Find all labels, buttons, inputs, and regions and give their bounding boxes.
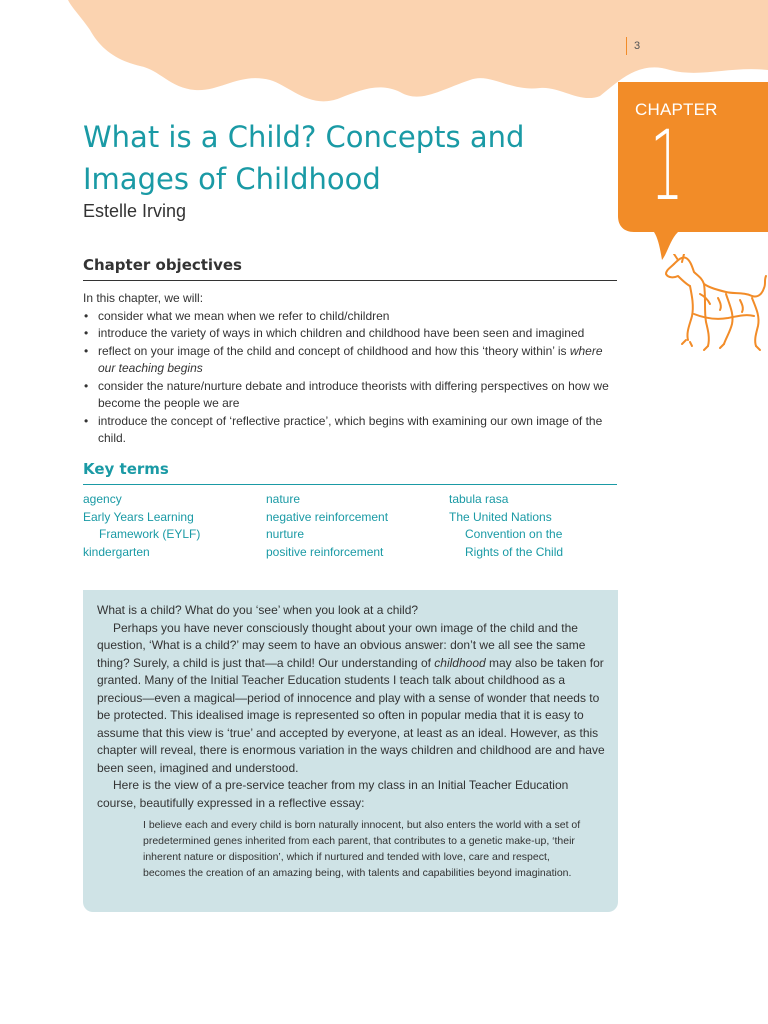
objectives-intro: In this chapter, we will: [83, 291, 204, 305]
objective-item [83, 343, 618, 378]
dog-drawing-icon [660, 254, 768, 354]
objective-emphasis: where our teaching begins [98, 343, 603, 375]
key-terms-column [83, 491, 263, 561]
key-term: positive reinforcement [266, 544, 384, 559]
objectives-list [83, 308, 618, 448]
intro-paragraph: What is a child? What do you ‘see’ when you look at a child? [97, 603, 419, 617]
chapter-number: 1 [650, 110, 684, 222]
objective-text: reflect on your image of the child and concept of childhood and how this ‘theory within’ is [98, 343, 570, 358]
key-terms-column [449, 491, 629, 561]
objective-text: introduce the concept of ‘reflective practice’, which begins with examining our own image of the child. [98, 413, 603, 445]
objective-item [83, 325, 618, 343]
intro-text-segment: Perhaps you have never consciously thought about your own image of the child and the question, ‘What is a child?’ may seem to have an obvious answer: don’t we all see the same thing? Surely, a child is just that—a child! Our understanding of [97, 620, 586, 670]
intro-emphasis: childhood [434, 655, 486, 670]
objective-item [83, 378, 618, 413]
introduction-text [97, 602, 607, 812]
key-term: tabula rasa [449, 492, 509, 506]
objectives-heading: Chapter objectives [83, 256, 242, 274]
student-quote: I believe each and every child is born naturally innocent, but also enters the world with a set of predetermined genes inherited from each parent, that contributes to a genetic make-up, ‘their inherent nature or disposition’, which if nurtured and tended with love, care and respect, becomes the creation of an amazing being, with talents and capabilities beyond imagination. [143, 819, 581, 879]
key-term: nature [266, 492, 301, 506]
intro-paragraph: Here is the view of a pre-service teacher from my class in an Initial Teacher Education course, beautifully expressed in a reflective essay: [97, 778, 569, 810]
page-number: 3 [634, 40, 641, 52]
intro-text-segment: may also be taken for granted. Many of the Initial Teacher Education students I teach talk about childhood as a precious—even a magical—period of innocence and play with a sense of wonder that needs to be protected. This idealised image is represented so often in popular media that it is easy to assume that this view is ‘true’ and accepted by everyone, at least as an ideal. However, as this chapter will reveal, there is enormous variation in the ways children and childhood are and have been seen, imagined and understood. [97, 655, 605, 775]
key-terms-column [266, 491, 446, 561]
key-term: Convention on the [465, 527, 563, 541]
objectives-section [83, 290, 618, 448]
key-term: Early Years Learning [83, 509, 194, 524]
key-term: Rights of the Child [465, 544, 564, 559]
page-number-divider [626, 37, 627, 55]
key-term: agency [83, 492, 122, 506]
key-term: kindergarten [83, 544, 150, 559]
intro-paragraph [97, 620, 607, 778]
objective-text: introduce the variety of ways in which children and childhood have been seen and imagined [98, 326, 585, 340]
objectives-divider [83, 280, 617, 281]
objective-text: consider what we mean when we refer to child/children [98, 308, 390, 323]
objective-item [83, 413, 618, 448]
key-term: The United Nations [449, 509, 552, 524]
key-term: nurture [266, 527, 305, 541]
key-terms-divider [83, 484, 617, 485]
chapter-label: CHAPTER [635, 100, 718, 119]
key-term: Framework (EYLF) [99, 527, 201, 541]
objective-text: consider the nature/nurture debate and introduce theorists with differing perspectives on how we become the people we are [98, 378, 609, 410]
key-terms-heading: Key terms [83, 460, 169, 478]
key-term: negative reinforcement [266, 509, 389, 524]
objective-item [83, 308, 618, 326]
chapter-title: What is a Child? Concepts and Images of Childhood [83, 120, 525, 196]
chapter-author: Estelle Irving [83, 201, 187, 221]
